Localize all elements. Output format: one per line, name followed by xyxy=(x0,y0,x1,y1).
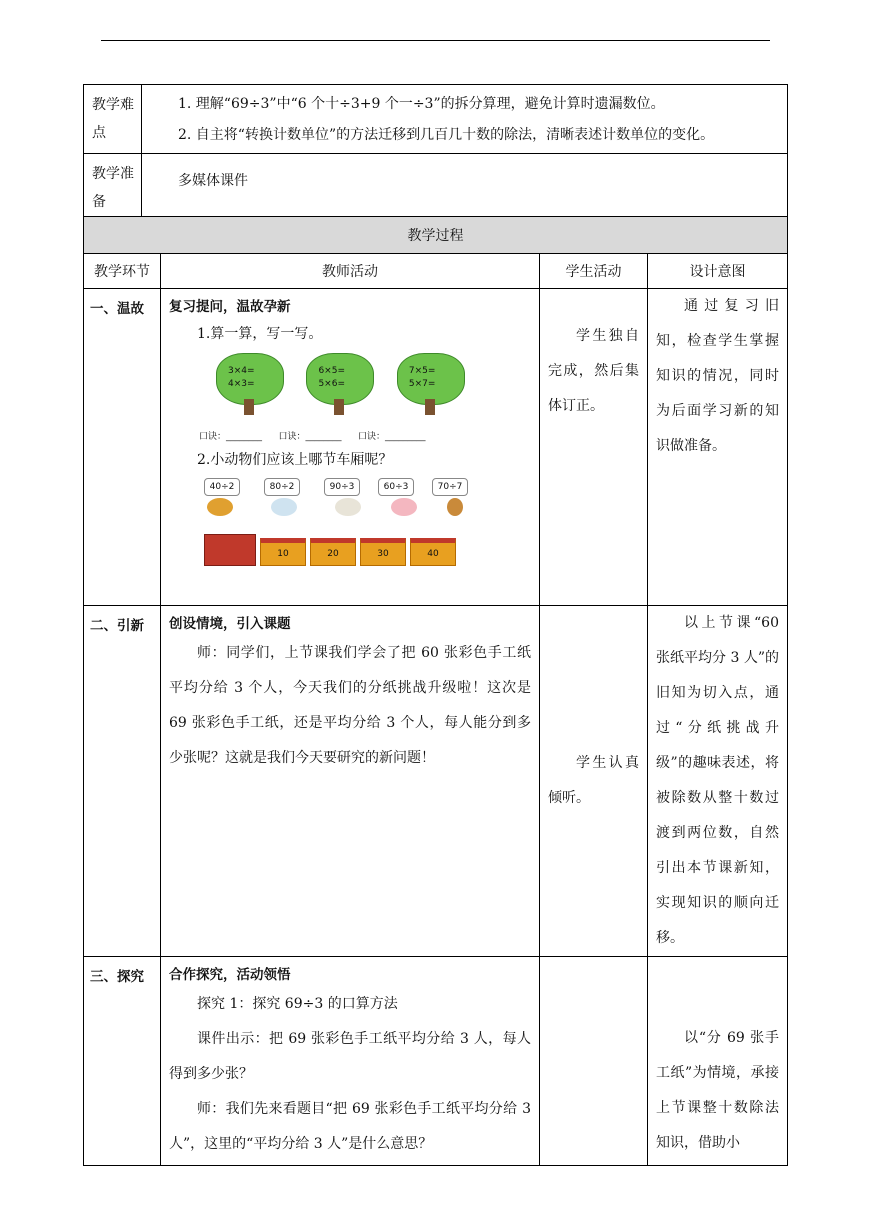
stage-label: 二、引新 xyxy=(84,606,161,957)
prep-content: 多媒体课件 xyxy=(142,154,788,217)
teacher-question: 师：我们先来看题目“把 69 张彩色手工纸平均分给 3 人”，这里的“平均分给 3 人”是什么意思？ xyxy=(169,1101,531,1152)
train-engine-icon xyxy=(204,534,256,566)
student-activity: 学生独自完成，然后集体订正。 xyxy=(540,289,648,606)
process-title-row xyxy=(84,217,788,254)
difficulty-item: 1. 理解“69÷3”中“6 个十÷3+9 个一÷3”的拆分算理，避免计算时遗漏数位。 xyxy=(178,96,665,112)
student-activity: 学生认真倾听。 xyxy=(540,606,648,957)
design-intent: 通过复习旧知，检查学生掌握知识的情况，同时为后面学习新的知识做准备。 xyxy=(648,289,788,606)
teacher-speech: 师：同学们，上节课我们学会了把 60 张彩色手工纸平均分给 3 个人，今天我们的分纸挑战升级啦！这次是 69 张彩色手工纸，还是平均分给 3 个人，每人能分到多少张呢？这就是我们今天要研究的新问题！ xyxy=(169,645,531,766)
prep-label: 教学准备 xyxy=(84,154,142,217)
rooster-icon xyxy=(207,498,233,516)
header-rule xyxy=(101,40,770,41)
rabbit-icon xyxy=(271,498,297,516)
courseware-prompt: 课件出示：把 69 张彩色手工纸平均分给 3 人，每人得到多少张？ xyxy=(169,1031,531,1082)
monkey-icon xyxy=(447,498,463,516)
column-header-row xyxy=(84,254,788,289)
tree-illustration: 3×4= 4×3= xyxy=(214,353,284,415)
difficulty-content xyxy=(142,85,788,154)
teacher-activity xyxy=(161,289,540,606)
train-illustration: 10 20 30 40 xyxy=(169,534,531,566)
design-intent: 以上节课“60 张纸平均分 3 人”的旧知为切入点，通过“分纸挑战升级”的趣味表述，将被除数从整十数过渡到两位数，自然引出本节课新知，实现知识的顺向迁移。 xyxy=(648,606,788,957)
design-intent: 以“分 69 张手工纸”为情境，承接上节课整十数除法知识，借助小 xyxy=(648,957,788,1166)
difficulty-label: 教学难点 xyxy=(84,85,142,154)
question-1: 1.算一算，写一写。 xyxy=(197,326,323,342)
explore-title: 探究 1：探究 69÷3 的口算方法 xyxy=(197,996,398,1012)
header-student: 学生活动 xyxy=(540,254,648,289)
stage-row-intro xyxy=(84,606,788,957)
stage-row-explore xyxy=(84,957,788,1166)
teacher-activity xyxy=(161,957,540,1166)
stage-label: 三、探究 xyxy=(84,957,161,1166)
stage-row-review xyxy=(84,289,788,606)
section-heading: 合作探究，活动领悟 xyxy=(169,967,291,983)
tree-illustration: 6×5= 5×6= xyxy=(304,353,374,415)
lesson-plan-table xyxy=(83,84,788,1166)
stage-label: 一、温故 xyxy=(84,289,161,606)
tree-illustration: 7×5= 5×7= xyxy=(395,353,465,415)
difficulty-item: 2. 自主将“转换计数单位”的方法迁移到几百几十数的除法，清晰表述计数单位的变化。 xyxy=(178,127,715,143)
section-heading: 创设情境，引入课题 xyxy=(169,616,291,632)
header-teacher: 教师活动 xyxy=(161,254,540,289)
animals xyxy=(169,498,531,520)
tree-exercises xyxy=(169,353,531,419)
difficulty-row xyxy=(84,85,788,154)
question-2: 2.小动物们应该上哪节车厢呢？ xyxy=(197,452,393,468)
prep-row xyxy=(84,154,788,217)
animal-bubbles: 40÷2 80÷2 90÷3 60÷3 70÷7 xyxy=(169,477,531,496)
section-heading: 复习提问，温故孕新 xyxy=(169,299,291,315)
process-title: 教学过程 xyxy=(84,217,788,254)
student-activity xyxy=(540,957,648,1166)
goat-icon xyxy=(335,498,361,516)
header-intent: 设计意图 xyxy=(648,254,788,289)
header-stage: 教学环节 xyxy=(84,254,161,289)
koujue-lines: 口诀：________ 口诀：________ 口诀：_________ xyxy=(199,432,426,442)
pig-icon xyxy=(391,498,417,516)
teacher-activity xyxy=(161,606,540,957)
